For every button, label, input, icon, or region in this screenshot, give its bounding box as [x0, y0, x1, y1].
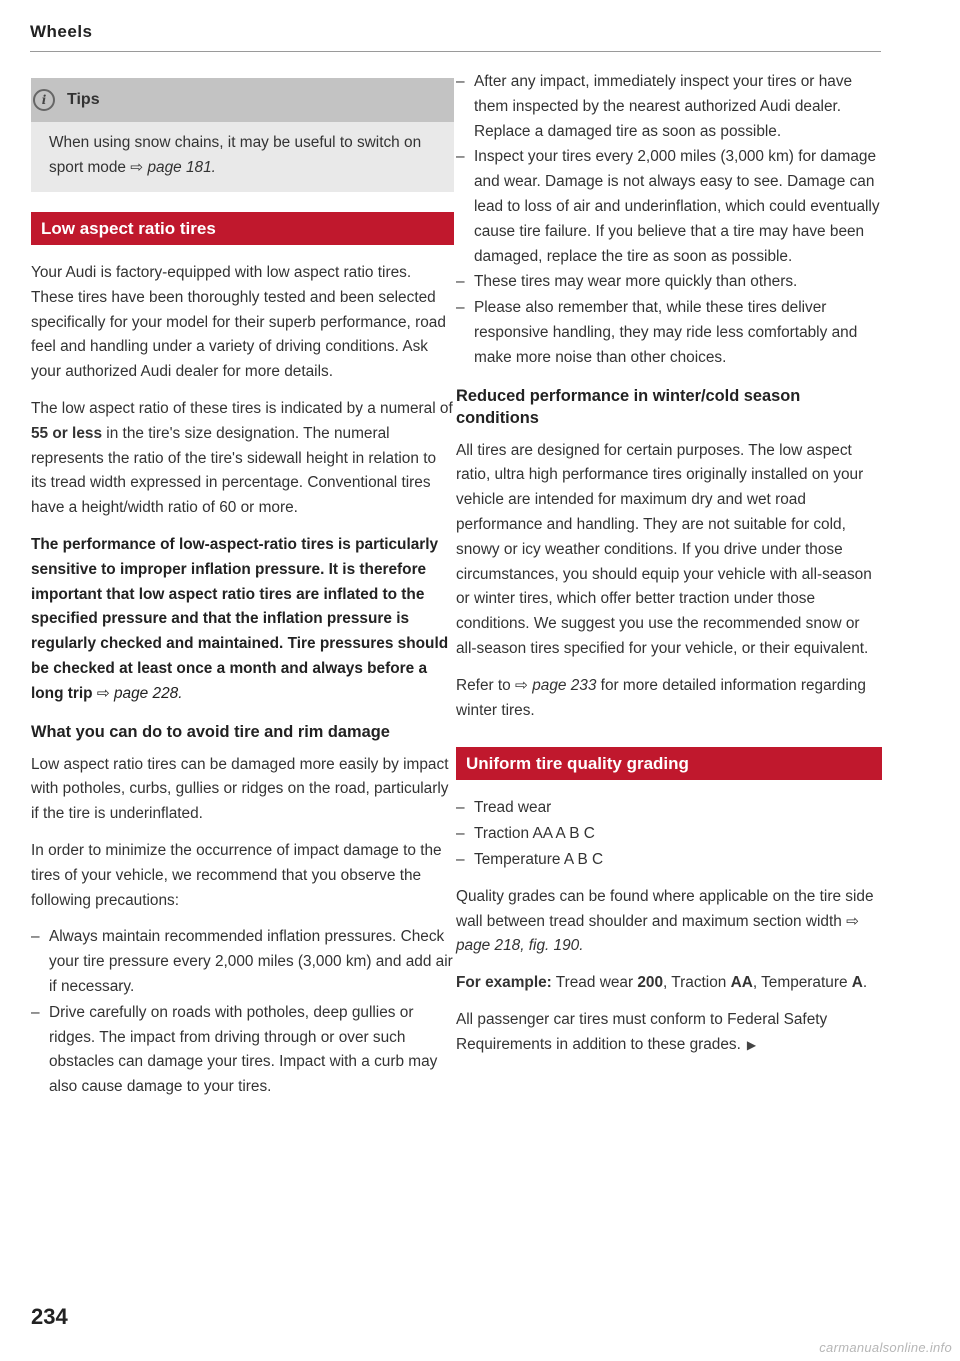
emphasis-55-or-less: 55 or less	[31, 424, 103, 442]
list-item: – Drive carefully on roads with potholes, deep gullies or ridges. The impact from driving through or over such obstacles can damage your tires. Impact with a curb may also cause damage to your tires.	[31, 1001, 454, 1100]
text-run: , Traction	[663, 974, 731, 992]
text-run: .	[862, 974, 868, 992]
paragraph-federal	[456, 1008, 882, 1058]
text-run: Quality grades can be found where applicable on the tire side wall between tread shoulder and maximum section width	[456, 887, 874, 930]
emphasis: 200	[637, 974, 664, 992]
list-item: – Tread wear	[456, 796, 882, 821]
paragraph-precautions: In order to minimize the occurrence of impact damage to the tires of your vehicle, we recommend that you observe the following precautions:	[31, 841, 442, 909]
section-low-aspect-ratio: Low aspect ratio tires	[31, 212, 454, 245]
list-item: – Please also remember that, while these tires deliver responsive handling, they may ride less comfortably and make more noise than other choices.	[456, 296, 882, 370]
tips-heading	[31, 78, 454, 122]
info-icon: i	[33, 89, 55, 111]
precautions-list	[31, 925, 454, 1100]
section-uniform-grading: Uniform tire quality grading	[456, 747, 882, 780]
paragraph-damage: Low aspect ratio tires can be damaged more easily by impact with potholes, curbs, gullies or ridges on the road, particularly if the tire is underinflated.	[31, 755, 449, 823]
page-number: 234	[31, 1304, 68, 1329]
text-run: , Temperature	[752, 974, 852, 992]
paragraph-winter: All tires are designed for certain purposes. The low aspect ratio, ultra high performance tires originally installed on your vehicle are intended for maximum dry and wet road performance and handling. They are not suitable for cold, snowy or icy weather conditions. If you drive under those circumstances, you should equip your vehicle with all-season or winter tires, which offer better traction under those conditions. We suggest you use the recommended snow or all-season tires specified for your vehicle, or their equivalent.	[456, 441, 872, 657]
list-item: – These tires may wear more quickly than others.	[456, 270, 882, 295]
right-column	[456, 70, 882, 1070]
text-run: for more detailed information regarding winter tires.	[456, 676, 866, 719]
text-run: Refer to	[456, 676, 516, 694]
text-run: in the tire's size designation. The numeral represents the ratio of the tire's sidewall height in relation to its tread width expressed in percentage. Conventional tires have a height/width ratio of 60 or more.	[31, 424, 437, 517]
next-page-arrow-icon: ▶	[746, 1037, 757, 1052]
tips-heading-label: Tips	[67, 91, 100, 108]
text-run: The performance of low-aspect-ratio tires is particularly sensitive to improper inflation pressure. It is therefore important that low aspect ratio tires are inflated to the specified pressure and that the inflation pressure is regularly checked and maintained. Tire pressures should be checked at least once a month and always before a long trip	[31, 535, 449, 702]
tips-text-body: When using snow chains, it may be useful to switch on sport mode	[49, 134, 422, 176]
list-item: – Traction AA A B C	[456, 822, 882, 847]
page-ref-233[interactable]: ⇨ page 233	[515, 676, 597, 694]
text-run: Tread wear	[551, 974, 638, 992]
paragraph-inflation-warning	[31, 533, 454, 707]
page-header-title: Wheels	[30, 22, 93, 41]
left-column	[31, 70, 454, 1112]
header-divider	[30, 51, 881, 52]
watermark: carmanualsonline.info	[819, 1340, 952, 1355]
tips-text	[31, 122, 454, 192]
emphasis: AA	[730, 974, 753, 992]
list-item: – Inspect your tires every 2,000 miles (3,000 km) for damage and wear. Damage is not always easy to see. Damage can lead to loss of air and underinflation, which could eventually cause tire failure. If you believe that a tire may have been damaged, replace the tire as soon as possible.	[456, 145, 882, 269]
tips-page-ref[interactable]: ⇨ page 181.	[130, 159, 216, 176]
example-label: For example:	[456, 974, 552, 992]
paragraph-aspect-ratio	[31, 397, 454, 521]
page-ref-218[interactable]: ⇨ page 218, fig. 190.	[456, 912, 860, 955]
tips-box	[31, 78, 454, 192]
emphasis: A	[851, 974, 863, 992]
page-ref-228[interactable]: ⇨ page 228.	[96, 684, 183, 702]
grades-list	[456, 796, 882, 872]
heading-winter-performance: Reduced performance in winter/cold season conditions	[456, 386, 801, 427]
paragraph-refer	[456, 674, 882, 724]
list-item: – Temperature A B C	[456, 848, 882, 873]
text-run: All passenger car tires must conform to Federal Safety Requirements in addition to these grades.	[456, 1010, 828, 1053]
list-item: – Always maintain recommended inflation pressures. Check your tire pressure every 2,000 miles (3,000 km) and add air if necessary.	[31, 925, 454, 999]
paragraph-example	[456, 971, 882, 996]
list-item: – After any impact, immediately inspect your tires or have them inspected by the nearest authorized Audi dealer. Replace a damaged tire as soon as possible.	[456, 70, 882, 144]
text-run: The low aspect ratio of these tires is indicated by a numeral of	[31, 399, 453, 417]
paragraph-intro: Your Audi is factory-equipped with low aspect ratio tires. These tires have been thoroughly tested and been selected specifically for your model for their superb performance, road feel and handling under a variety of driving conditions. Ask your authorized Audi dealer for more details.	[31, 264, 446, 381]
heading-avoid-damage: What you can do to avoid tire and rim damage	[31, 722, 390, 741]
precautions-list-continued	[456, 70, 882, 371]
paragraph-quality	[456, 885, 882, 959]
